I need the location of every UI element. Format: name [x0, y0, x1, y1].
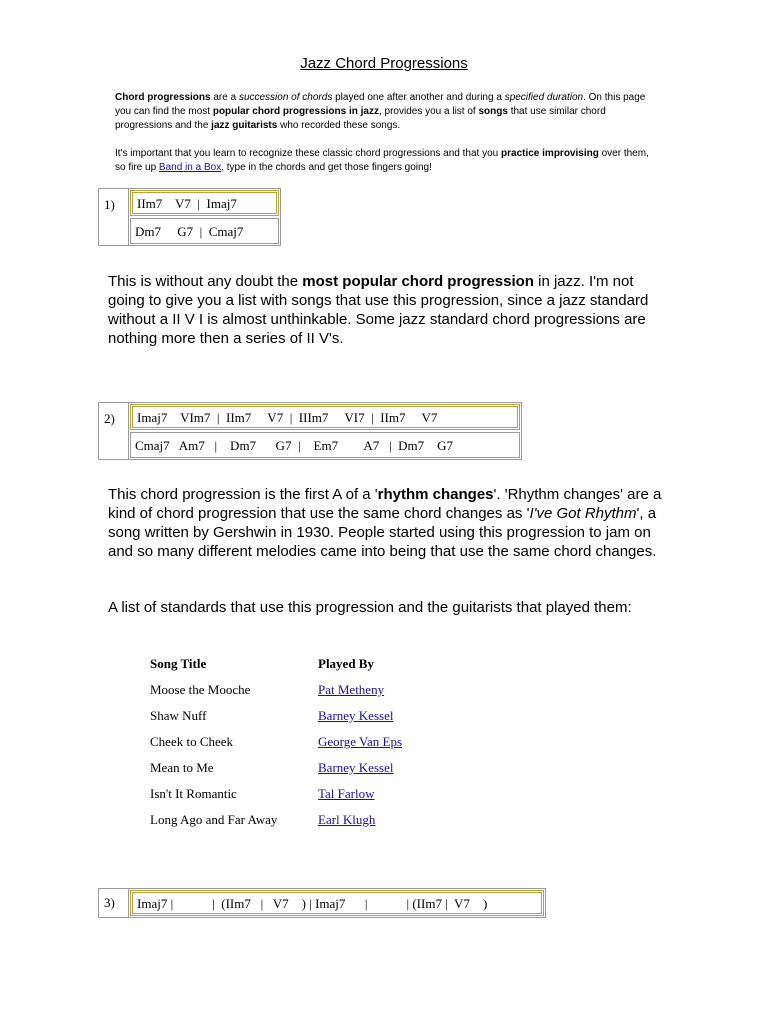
intro-bold: practice improvising [501, 148, 599, 159]
progression-3-table [98, 888, 546, 918]
table-row [150, 682, 402, 708]
song-title: Shaw Nuff [150, 708, 207, 723]
guitarist-link[interactable]: Barney Kessel [318, 760, 394, 775]
band-in-a-box-link[interactable]: Band in a Box [158, 162, 222, 173]
page-title: Jazz Chord Progressions [300, 55, 468, 72]
paragraph-bold: rhythm changes [377, 486, 494, 503]
progression-1-table [98, 188, 281, 246]
paragraph-text: in jazz. I'm not going to give you a list with songs that use this progression, since a jazz standard without a II V I is almost unthinkable. Some jazz standard chord progressions are nothing more then a series of II V's. [108, 273, 649, 347]
column-header-played-by: Played By [318, 656, 374, 671]
table-row [150, 812, 402, 838]
paragraph-3: A list of standards that use this progression and the guitarists that played them: [108, 599, 632, 616]
paragraph-bold: most popular chord progression [302, 273, 534, 290]
intro-italic: succession of chords [238, 92, 333, 103]
intro-text: It's important that you learn to recognize these classic chord progressions and that you [115, 148, 502, 159]
intro-text: who recorded these songs. [277, 120, 401, 131]
table-row [150, 786, 402, 812]
table-row [150, 760, 402, 786]
progression-number: 1) [99, 189, 129, 245]
intro-italic: specified duration [504, 92, 584, 103]
progression-roman-row: Imaj7 VIm7 | IIm7 V7 | IIIm7 VI7 | IIm7 V7 [130, 404, 520, 430]
paragraph-text: '. 'Rhythm changes' are a kind of chord progression that use the same chord changes as ' [108, 486, 662, 522]
table-row [150, 734, 402, 760]
paragraph-text: This is without any doubt the [108, 273, 303, 290]
progression-number: 3) [99, 889, 129, 917]
intro-text: over them, so fire up [115, 148, 649, 173]
paragraph-italic: I've Got Rhythm [529, 505, 637, 522]
guitarist-link[interactable]: Barney Kessel [318, 708, 394, 723]
progression-chords-row: Dm7 G7 | Cmaj7 [130, 218, 279, 244]
intro-text: . On this page you can find the most [115, 92, 646, 117]
intro-paragraph-1 [115, 91, 655, 133]
guitarist-link[interactable]: Earl Klugh [318, 812, 376, 827]
song-title: Cheek to Cheek [150, 734, 234, 749]
songs-header-row [150, 656, 402, 682]
song-title: Isn't It Romantic [150, 786, 237, 801]
song-title: Long Ago and Far Away [150, 812, 278, 827]
intro-text: , provides you a list of [378, 106, 479, 117]
intro-bold: songs [478, 106, 508, 117]
table-row [150, 708, 402, 734]
intro-text: are a [210, 92, 239, 103]
intro-paragraph-2 [115, 147, 655, 175]
progression-roman-row: Imaj7 | | (IIm7 | V7 ) | Imaj7 | | (IIm7 | V7 ) [130, 890, 544, 916]
paragraph-text: ', a song written by Gershwin in 1930. People started using this progression to jam on and so many different melodies came into being that use the same chord changes. [108, 505, 657, 560]
column-header-song-title: Song Title [150, 656, 207, 671]
paragraph-2 [108, 485, 668, 561]
paragraph-1 [108, 272, 668, 348]
guitarist-link[interactable]: Pat Metheny [318, 682, 385, 697]
paragraph-text: This chord progression is the first A of a ' [108, 486, 378, 503]
intro-text: , type in the chords and get those fingers going! [221, 162, 432, 173]
intro-bold: Chord progressions [115, 92, 211, 103]
guitarist-link[interactable]: George Van Eps [318, 734, 403, 749]
intro-text: that use similar chord progressions and the [115, 106, 606, 131]
intro-text: played one after another and during a [332, 92, 505, 103]
intro-bold: popular chord progressions in jazz [212, 106, 379, 117]
progression-chords-row: Cmaj7 Am7 | Dm7 G7 | Em7 A7 | Dm7 G7 [130, 432, 520, 458]
song-title: Mean to Me [150, 760, 214, 775]
progression-roman-row: IIm7 V7 | Imaj7 [130, 190, 279, 216]
guitarist-link[interactable]: Tal Farlow [318, 786, 375, 801]
intro-bold: jazz guitarists [211, 120, 278, 131]
progression-2-table [98, 402, 522, 460]
songs-table [150, 656, 402, 838]
song-title: Moose the Mooche [150, 682, 251, 697]
progression-number: 2) [99, 403, 129, 459]
